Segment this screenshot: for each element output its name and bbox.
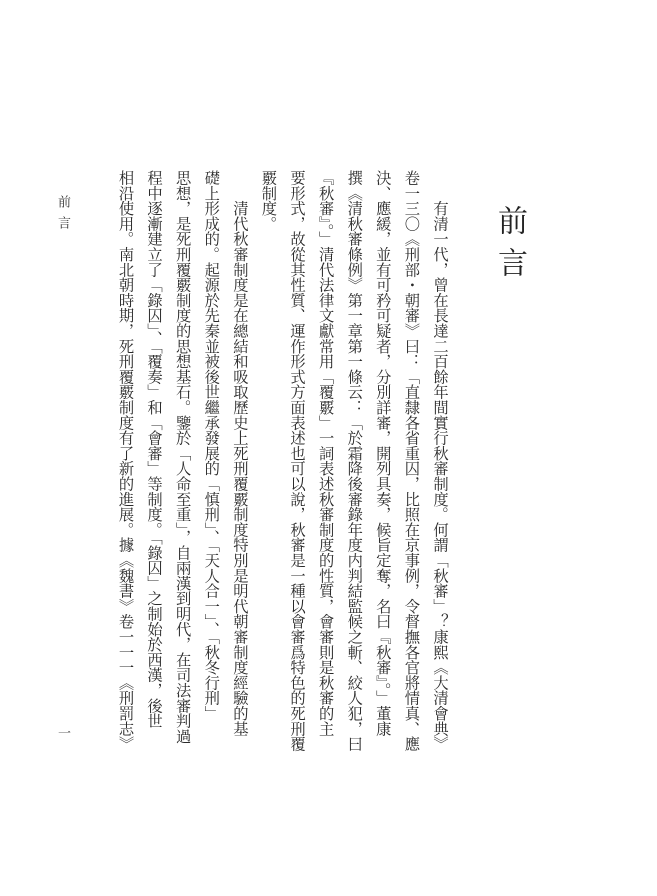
page-number: 一: [55, 726, 70, 739]
page-title: 前言: [492, 205, 527, 289]
running-footer-section: 前言: [55, 195, 70, 237]
body-text: 有清一代，曾在長達二百餘年間實行秋審制度。何謂「秋審」？康熙《大清會典》 卷一三〇《刑部・朝審》曰：「直隸各省重囚，比照在京事例，令督撫各官將情真、應 決、應緩，並有可矜可疑者，分別詳審，開列具奏，候旨定奪，名曰『秋審』。」董康 撰《清秋審條例》第一章第一條云：「於霜降後審錄年度内判結監候之斬、絞人犯，曰 『秋審』。」清代法律文獻常用「覆覈」一詞表述秋審制度的性質，會審則是秋審的主 要形式，故從其性質、運作形式方面表述也可以說，秋審是一種以會審爲特色的死刑覆 覈制度。 清代秋審制度是在總結和吸取歷史上死刑覆覈制度特別是明代朝審制度經驗的基 礎上形成的。起源於先秦並被後世繼承發展的「慎刑」、「天人合一」、「秋冬行刑」 思想，是死刑覆覈制度的思想基石。鑒於「人命至重」，自兩漢到明代，在司法審判過 程中逐漸建立了「錄囚」、「覆奏」和「會審」等制度。「錄囚」之制始於西漢，後世 相沿使用。南北朝時期，死刑覆覈制度有了新的進展。據《魏書》卷一一一《刑罰志》: [116, 170, 449, 752]
